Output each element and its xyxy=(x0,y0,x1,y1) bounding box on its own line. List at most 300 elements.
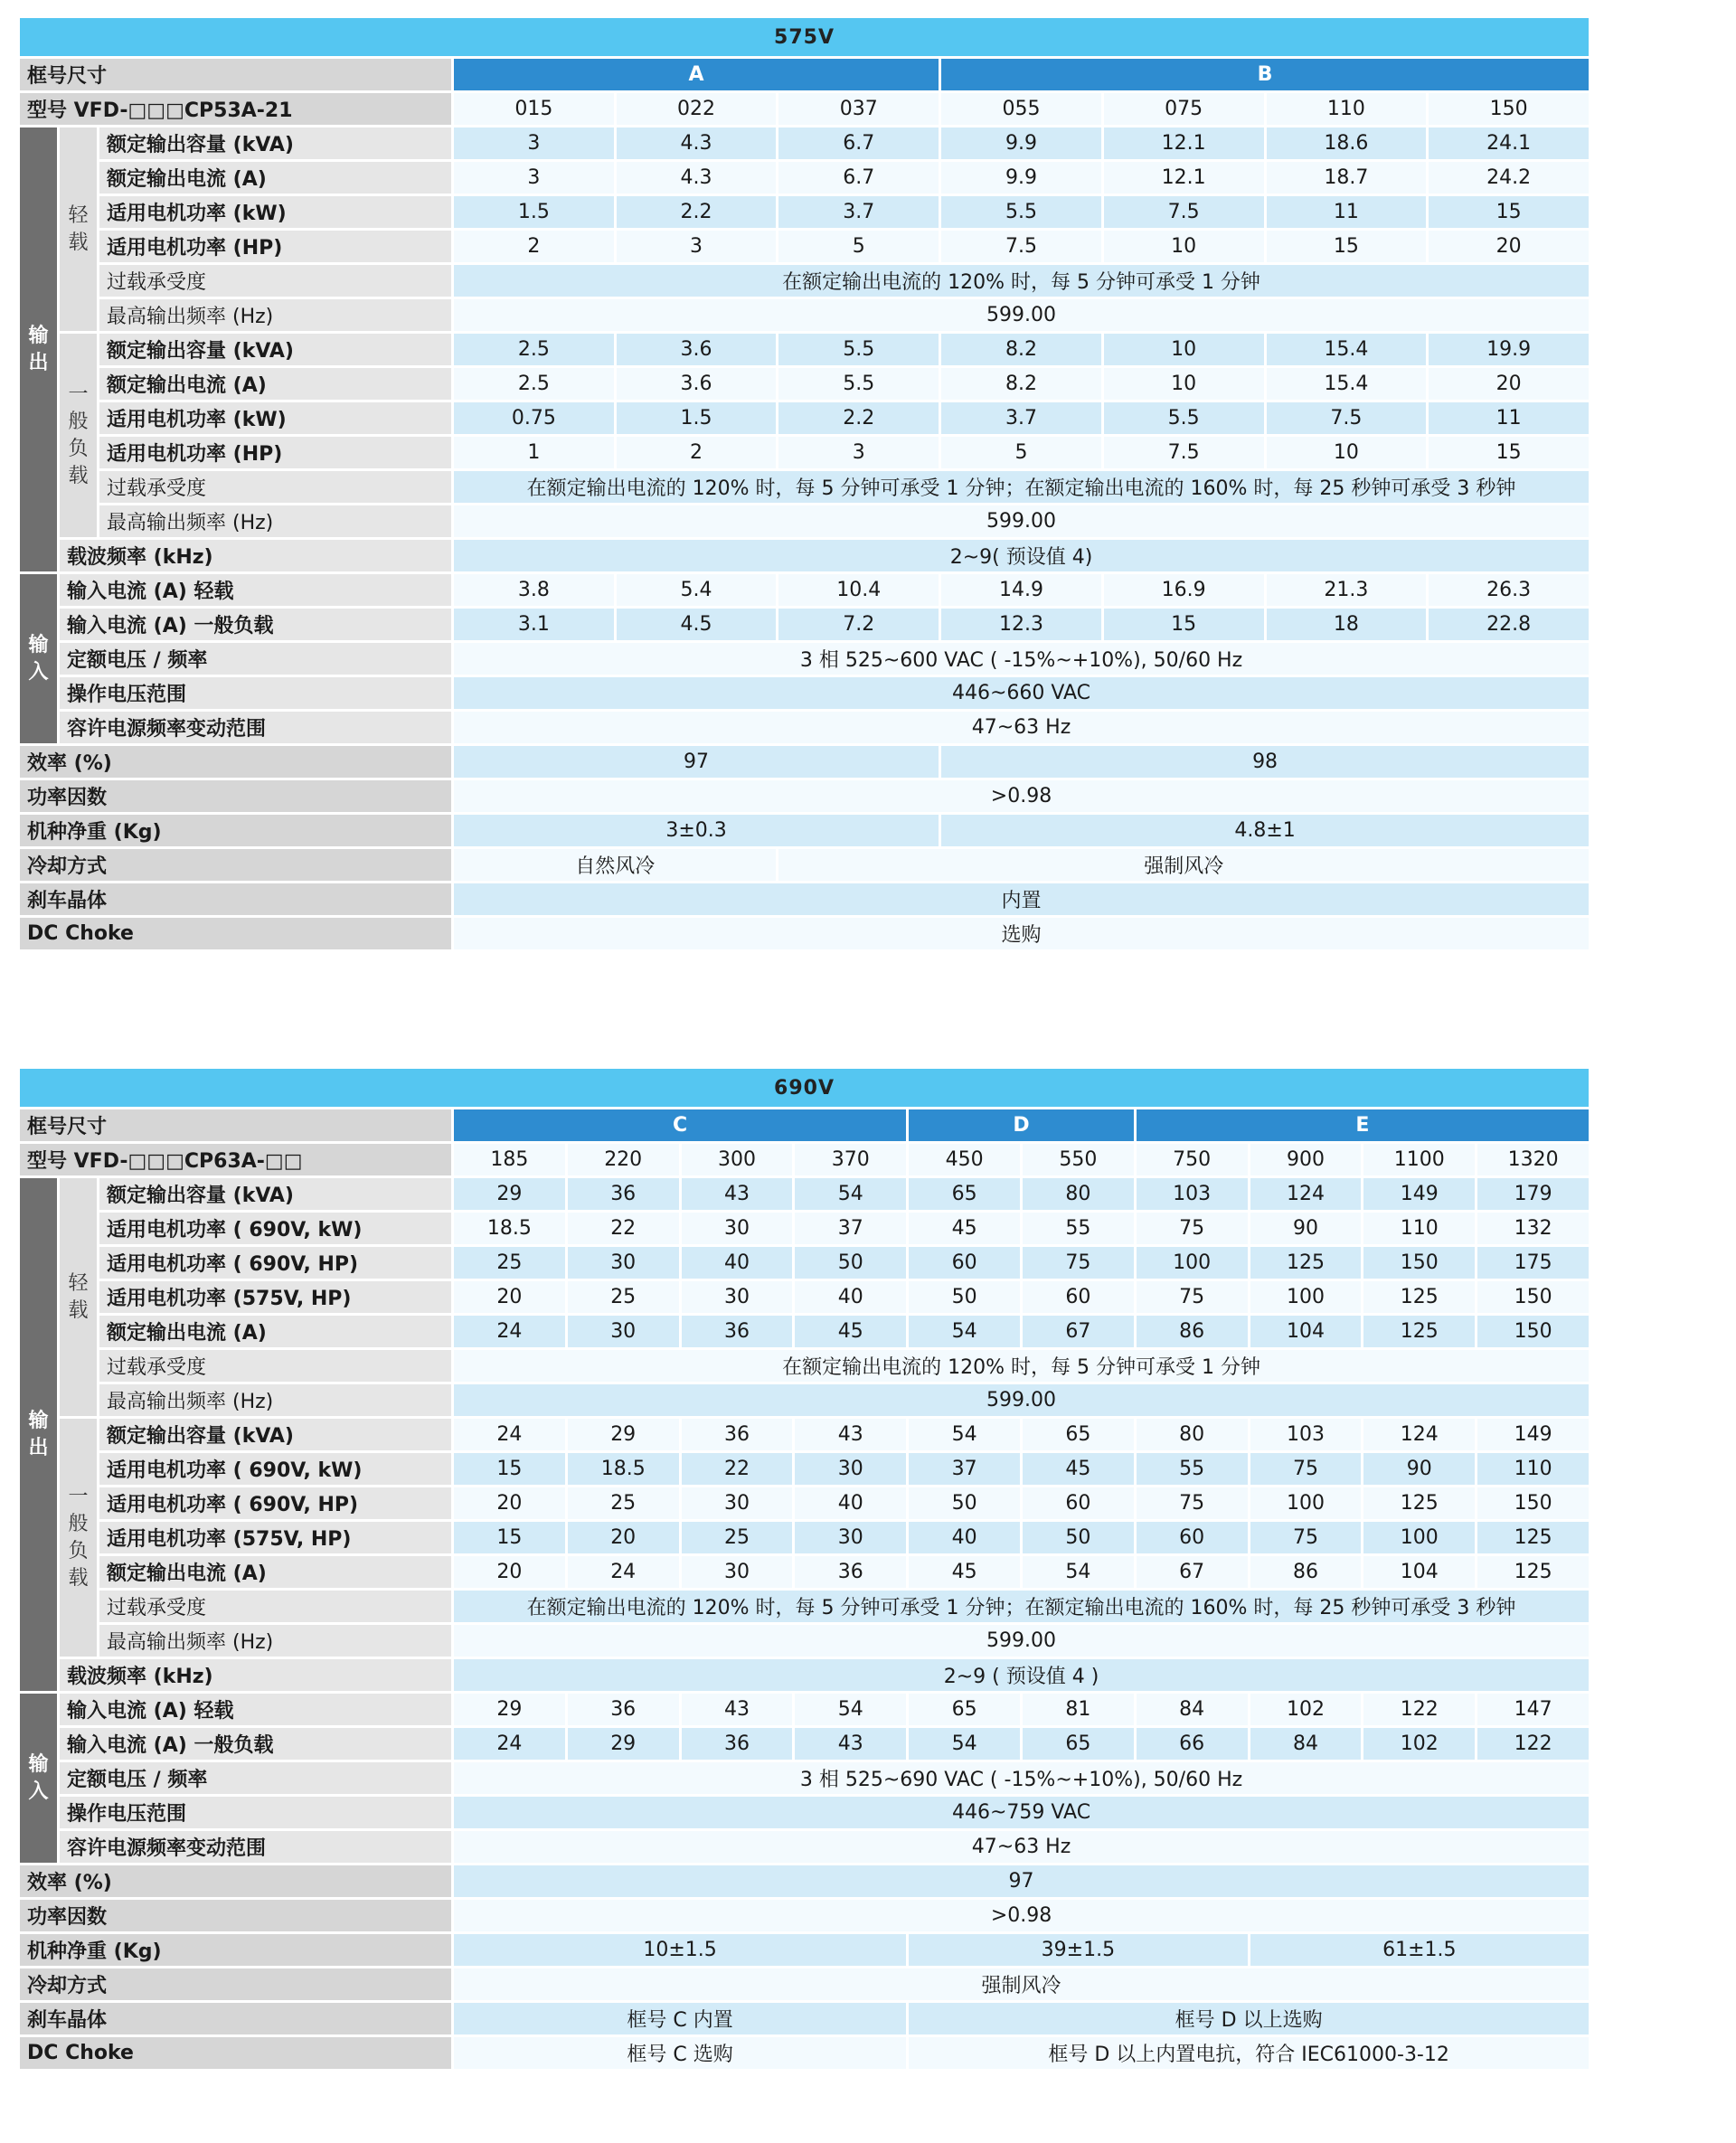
value-cell: 67 xyxy=(1023,1316,1137,1350)
value-cell: 54 xyxy=(909,1728,1023,1762)
value-cell: 2.2 xyxy=(778,402,941,437)
value-cell: 7.2 xyxy=(778,609,941,643)
row-label: 额定输出电流 (A) xyxy=(99,162,454,196)
value-cell: 22 xyxy=(682,1453,796,1487)
value-cell: 30 xyxy=(682,1213,796,1247)
value-cell: 84 xyxy=(1250,1728,1364,1762)
value-cell: 30 xyxy=(682,1281,796,1316)
segment-value-cell: >0.98 xyxy=(454,780,1591,815)
value-cell: 90 xyxy=(1363,1453,1477,1487)
span-value-cell: 2~9( 预设值 4) xyxy=(454,540,1591,574)
value-cell: 60 xyxy=(1137,1522,1250,1556)
span-value-cell: 47~63 Hz xyxy=(454,712,1591,746)
value-cell: 24 xyxy=(454,1419,568,1453)
normal-load-group-label: 一般负载 xyxy=(60,1419,99,1659)
value-cell: 15 xyxy=(1104,609,1267,643)
row-label: 容许电源频率变动范围 xyxy=(60,1831,454,1865)
span-value-cell: 446~759 VAC xyxy=(454,1797,1591,1831)
value-cell: 25 xyxy=(568,1487,682,1522)
value-cell: 75 xyxy=(1137,1213,1250,1247)
value-cell: 103 xyxy=(1137,1178,1250,1213)
row-label: 输入电流 (A) 一般负载 xyxy=(60,1728,454,1762)
row-label: 适用电机功率 (HP) xyxy=(99,437,454,471)
value-cell: 3 xyxy=(617,231,779,265)
value-cell: 7.5 xyxy=(1104,196,1267,231)
value-cell: 3.6 xyxy=(617,368,779,402)
value-cell: 40 xyxy=(795,1487,909,1522)
value-cell: 132 xyxy=(1477,1213,1591,1247)
row-label: 机种净重 (Kg) xyxy=(20,815,454,849)
row-label: 最高输出频率 (Hz) xyxy=(99,505,454,540)
value-cell: 125 xyxy=(1477,1556,1591,1591)
row-label: 输入电流 (A) 轻载 xyxy=(60,574,454,609)
value-cell: 124 xyxy=(1250,1178,1364,1213)
value-cell: 9.9 xyxy=(941,162,1104,196)
value-cell: 40 xyxy=(682,1247,796,1281)
value-cell: 8.2 xyxy=(941,368,1104,402)
row-label: 适用电机功率 ( 690V, kW) xyxy=(99,1453,454,1487)
value-cell: 10 xyxy=(1104,231,1267,265)
model-cell: 1100 xyxy=(1363,1144,1477,1178)
value-cell: 102 xyxy=(1363,1728,1477,1762)
value-cell: 9.9 xyxy=(941,127,1104,162)
row-label: DC Choke xyxy=(20,2037,454,2072)
value-cell: 110 xyxy=(1363,1213,1477,1247)
value-cell: 14.9 xyxy=(941,574,1104,609)
value-cell: 3 xyxy=(454,127,617,162)
row-label: 功率因数 xyxy=(20,780,454,815)
segment-value-cell: 97 xyxy=(454,746,941,780)
span-value-cell: 在额定输出电流的 120% 时，每 5 分钟可承受 1 分钟 xyxy=(454,1350,1591,1384)
value-cell: 100 xyxy=(1363,1522,1477,1556)
value-cell: 0.75 xyxy=(454,402,617,437)
model-cell: 1320 xyxy=(1477,1144,1591,1178)
value-cell: 12.1 xyxy=(1104,127,1267,162)
value-cell: 25 xyxy=(454,1247,568,1281)
row-label: 适用电机功率 (kW) xyxy=(99,402,454,437)
value-cell: 18.7 xyxy=(1267,162,1429,196)
value-cell: 100 xyxy=(1250,1487,1364,1522)
frame-name-cell: D xyxy=(909,1109,1137,1144)
value-cell: 19.9 xyxy=(1429,334,1591,368)
value-cell: 86 xyxy=(1250,1556,1364,1591)
value-cell: 100 xyxy=(1137,1247,1250,1281)
row-label: 额定输出容量 (kVA) xyxy=(99,334,454,368)
value-cell: 36 xyxy=(682,1419,796,1453)
segment-value-cell: 39±1.5 xyxy=(909,1934,1250,1968)
input-group-label: 输入 xyxy=(20,1694,60,1865)
segment-value-cell: >0.98 xyxy=(454,1900,1591,1934)
value-cell: 5.5 xyxy=(778,334,941,368)
value-cell: 24 xyxy=(568,1556,682,1591)
value-cell: 15 xyxy=(1429,437,1591,471)
model-cell: 750 xyxy=(1137,1144,1250,1178)
model-cell: 185 xyxy=(454,1144,568,1178)
value-cell: 175 xyxy=(1477,1247,1591,1281)
value-cell: 20 xyxy=(454,1281,568,1316)
value-cell: 24.1 xyxy=(1429,127,1591,162)
value-cell: 75 xyxy=(1250,1453,1364,1487)
value-cell: 20 xyxy=(454,1487,568,1522)
value-cell: 45 xyxy=(1023,1453,1137,1487)
row-label: 操作电压范围 xyxy=(60,677,454,712)
value-cell: 7.5 xyxy=(1104,437,1267,471)
value-cell: 15 xyxy=(454,1522,568,1556)
value-cell: 29 xyxy=(568,1419,682,1453)
row-label: 过载承受度 xyxy=(99,265,454,299)
value-cell: 29 xyxy=(568,1728,682,1762)
value-cell: 3.7 xyxy=(941,402,1104,437)
value-cell: 22 xyxy=(568,1213,682,1247)
segment-value-cell: 3±0.3 xyxy=(454,815,941,849)
segment-value-cell: 框号 D 以上内置电抗，符合 IEC61000-3-12 xyxy=(909,2037,1591,2072)
value-cell: 65 xyxy=(909,1694,1023,1728)
model-label: 型号 VFD-□□□CP53A-21 xyxy=(20,93,454,127)
value-cell: 179 xyxy=(1477,1178,1591,1213)
row-label: 过载承受度 xyxy=(99,1591,454,1625)
value-cell: 30 xyxy=(568,1247,682,1281)
value-cell: 50 xyxy=(795,1247,909,1281)
value-cell: 150 xyxy=(1477,1487,1591,1522)
value-cell: 24 xyxy=(454,1728,568,1762)
span-value-cell: 47~63 Hz xyxy=(454,1831,1591,1865)
value-cell: 45 xyxy=(909,1556,1023,1591)
span-value-cell: 3 相 525~690 VAC ( -15%~+10%), 50/60 Hz xyxy=(454,1762,1591,1797)
row-label: 最高输出频率 (Hz) xyxy=(99,1384,454,1419)
value-cell: 122 xyxy=(1363,1694,1477,1728)
spec-table-575v xyxy=(20,18,1591,952)
value-cell: 45 xyxy=(795,1316,909,1350)
frame-name-cell: B xyxy=(941,59,1591,93)
value-cell: 2 xyxy=(617,437,779,471)
row-label: 额定输出容量 (kVA) xyxy=(99,127,454,162)
value-cell: 60 xyxy=(1023,1281,1137,1316)
row-label: 适用电机功率 (575V, HP) xyxy=(99,1522,454,1556)
segment-value-cell: 98 xyxy=(941,746,1591,780)
value-cell: 43 xyxy=(682,1694,796,1728)
value-cell: 30 xyxy=(795,1453,909,1487)
segment-value-cell: 内置 xyxy=(454,883,1591,918)
span-value-cell: 3 相 525~600 VAC ( -15%~+10%), 50/60 Hz xyxy=(454,643,1591,677)
value-cell: 15.4 xyxy=(1267,368,1429,402)
value-cell: 110 xyxy=(1477,1453,1591,1487)
segment-value-cell: 10±1.5 xyxy=(454,1934,909,1968)
value-cell: 54 xyxy=(909,1419,1023,1453)
model-cell: 015 xyxy=(454,93,617,127)
value-cell: 3 xyxy=(778,437,941,471)
value-cell: 18.6 xyxy=(1267,127,1429,162)
value-cell: 5.5 xyxy=(778,368,941,402)
model-cell: 550 xyxy=(1023,1144,1137,1178)
segment-value-cell: 框号 D 以上选购 xyxy=(909,2003,1591,2037)
value-cell: 80 xyxy=(1023,1178,1137,1213)
value-cell: 80 xyxy=(1137,1419,1250,1453)
segment-value-cell: 自然风冷 xyxy=(454,849,778,883)
value-cell: 21.3 xyxy=(1267,574,1429,609)
row-label: 机种净重 (Kg) xyxy=(20,1934,454,1968)
value-cell: 18.5 xyxy=(568,1453,682,1487)
output-group-label: 输出 xyxy=(20,127,60,574)
row-label: 定额电压 / 频率 xyxy=(60,643,454,677)
value-cell: 40 xyxy=(795,1281,909,1316)
model-cell: 110 xyxy=(1267,93,1429,127)
row-label: 操作电压范围 xyxy=(60,1797,454,1831)
model-label: 型号 VFD-□□□CP63A-□□ xyxy=(20,1144,454,1178)
value-cell: 43 xyxy=(795,1419,909,1453)
row-label: 输入电流 (A) 轻载 xyxy=(60,1694,454,1728)
value-cell: 12.1 xyxy=(1104,162,1267,196)
value-cell: 1 xyxy=(454,437,617,471)
row-label: 输入电流 (A) 一般负载 xyxy=(60,609,454,643)
value-cell: 29 xyxy=(454,1178,568,1213)
value-cell: 2.2 xyxy=(617,196,779,231)
row-label: 过载承受度 xyxy=(99,1350,454,1384)
value-cell: 149 xyxy=(1363,1178,1477,1213)
row-label: 刹车晶体 xyxy=(20,2003,454,2037)
value-cell: 3.8 xyxy=(454,574,617,609)
value-cell: 22.8 xyxy=(1429,609,1591,643)
value-cell: 20 xyxy=(1429,368,1591,402)
segment-value-cell: 框号 C 选购 xyxy=(454,2037,909,2072)
table-title: 690V xyxy=(20,1069,1591,1109)
value-cell: 15.4 xyxy=(1267,334,1429,368)
span-value-cell: 在额定输出电流的 120% 时，每 5 分钟可承受 1 分钟 xyxy=(454,265,1591,299)
value-cell: 1.5 xyxy=(454,196,617,231)
value-cell: 6.7 xyxy=(778,162,941,196)
value-cell: 54 xyxy=(795,1178,909,1213)
span-value-cell: 599.00 xyxy=(454,505,1591,540)
value-cell: 5 xyxy=(941,437,1104,471)
value-cell: 24 xyxy=(454,1316,568,1350)
value-cell: 10 xyxy=(1267,437,1429,471)
value-cell: 104 xyxy=(1250,1316,1364,1350)
value-cell: 12.3 xyxy=(941,609,1104,643)
value-cell: 4.5 xyxy=(617,609,779,643)
value-cell: 7.5 xyxy=(1267,402,1429,437)
row-label: 适用电机功率 (kW) xyxy=(99,196,454,231)
model-cell: 037 xyxy=(778,93,941,127)
model-cell: 370 xyxy=(795,1144,909,1178)
segment-value-cell: 97 xyxy=(454,1865,1591,1900)
value-cell: 4.3 xyxy=(617,162,779,196)
value-cell: 84 xyxy=(1137,1694,1250,1728)
row-label: 功率因数 xyxy=(20,1900,454,1934)
row-label: 最高输出频率 (Hz) xyxy=(99,299,454,334)
value-cell: 10 xyxy=(1104,368,1267,402)
light-load-group-label: 轻载 xyxy=(60,127,99,334)
value-cell: 36 xyxy=(568,1694,682,1728)
value-cell: 150 xyxy=(1477,1316,1591,1350)
value-cell: 3.1 xyxy=(454,609,617,643)
value-cell: 1.5 xyxy=(617,402,779,437)
value-cell: 2.5 xyxy=(454,334,617,368)
model-cell: 300 xyxy=(682,1144,796,1178)
row-label: 载波频率 (kHz) xyxy=(60,540,454,574)
segment-value-cell: 4.8±1 xyxy=(941,815,1591,849)
value-cell: 36 xyxy=(682,1728,796,1762)
row-label: 容许电源频率变动范围 xyxy=(60,712,454,746)
value-cell: 54 xyxy=(909,1316,1023,1350)
value-cell: 20 xyxy=(568,1522,682,1556)
value-cell: 55 xyxy=(1023,1213,1137,1247)
value-cell: 65 xyxy=(1023,1419,1137,1453)
normal-load-group-label: 一般负载 xyxy=(60,334,99,540)
value-cell: 125 xyxy=(1477,1522,1591,1556)
value-cell: 6.7 xyxy=(778,127,941,162)
frame-name-cell: E xyxy=(1137,1109,1591,1144)
value-cell: 60 xyxy=(1023,1487,1137,1522)
value-cell: 4.3 xyxy=(617,127,779,162)
row-label: 适用电机功率 ( 690V, kW) xyxy=(99,1213,454,1247)
value-cell: 86 xyxy=(1137,1316,1250,1350)
value-cell: 10 xyxy=(1104,334,1267,368)
frame-size-label: 框号尺寸 xyxy=(20,59,454,93)
span-value-cell: 在额定输出电流的 120% 时，每 5 分钟可承受 1 分钟；在额定输出电流的 160% 时，每 25 秒钟可承受 3 秒钟 xyxy=(454,1591,1591,1625)
row-label: 额定输出容量 (kVA) xyxy=(99,1178,454,1213)
value-cell: 60 xyxy=(909,1247,1023,1281)
value-cell: 43 xyxy=(795,1728,909,1762)
value-cell: 5.5 xyxy=(1104,402,1267,437)
value-cell: 26.3 xyxy=(1429,574,1591,609)
value-cell: 66 xyxy=(1137,1728,1250,1762)
value-cell: 54 xyxy=(795,1694,909,1728)
row-label: 定额电压 / 频率 xyxy=(60,1762,454,1797)
span-value-cell: 599.00 xyxy=(454,1625,1591,1659)
value-cell: 104 xyxy=(1363,1556,1477,1591)
value-cell: 54 xyxy=(1023,1556,1137,1591)
segment-value-cell: 框号 C 内置 xyxy=(454,2003,909,2037)
value-cell: 40 xyxy=(909,1522,1023,1556)
value-cell: 50 xyxy=(1023,1522,1137,1556)
model-cell: 900 xyxy=(1250,1144,1364,1178)
row-label: 载波频率 (kHz) xyxy=(60,1659,454,1694)
frame-name-cell: A xyxy=(454,59,941,93)
value-cell: 125 xyxy=(1363,1281,1477,1316)
row-label: 适用电机功率 ( 690V, HP) xyxy=(99,1487,454,1522)
model-cell: 450 xyxy=(909,1144,1023,1178)
span-value-cell: 446~660 VAC xyxy=(454,677,1591,712)
row-label: 额定输出容量 (kVA) xyxy=(99,1419,454,1453)
value-cell: 100 xyxy=(1250,1281,1364,1316)
row-label: 适用电机功率 ( 690V, HP) xyxy=(99,1247,454,1281)
span-value-cell: 2~9 ( 预设值 4 ) xyxy=(454,1659,1591,1694)
row-label: 额定输出电流 (A) xyxy=(99,1556,454,1591)
value-cell: 37 xyxy=(909,1453,1023,1487)
value-cell: 18 xyxy=(1267,609,1429,643)
value-cell: 50 xyxy=(909,1487,1023,1522)
value-cell: 24.2 xyxy=(1429,162,1591,196)
segment-value-cell: 选购 xyxy=(454,918,1591,952)
value-cell: 102 xyxy=(1250,1694,1364,1728)
value-cell: 16.9 xyxy=(1104,574,1267,609)
value-cell: 30 xyxy=(682,1556,796,1591)
value-cell: 25 xyxy=(682,1522,796,1556)
value-cell: 75 xyxy=(1023,1247,1137,1281)
value-cell: 11 xyxy=(1429,402,1591,437)
value-cell: 45 xyxy=(909,1213,1023,1247)
value-cell: 15 xyxy=(1429,196,1591,231)
value-cell: 10.4 xyxy=(778,574,941,609)
value-cell: 36 xyxy=(795,1556,909,1591)
value-cell: 29 xyxy=(454,1694,568,1728)
row-label: 额定输出电流 (A) xyxy=(99,368,454,402)
value-cell: 20 xyxy=(1429,231,1591,265)
value-cell: 3.6 xyxy=(617,334,779,368)
value-cell: 75 xyxy=(1137,1487,1250,1522)
value-cell: 43 xyxy=(682,1178,796,1213)
value-cell: 3.7 xyxy=(778,196,941,231)
row-label: 过载承受度 xyxy=(99,471,454,505)
value-cell: 150 xyxy=(1363,1247,1477,1281)
span-value-cell: 599.00 xyxy=(454,299,1591,334)
value-cell: 147 xyxy=(1477,1694,1591,1728)
value-cell: 150 xyxy=(1477,1281,1591,1316)
value-cell: 65 xyxy=(1023,1728,1137,1762)
segment-value-cell: 强制风冷 xyxy=(454,1968,1591,2003)
row-label: 冷却方式 xyxy=(20,1968,454,2003)
model-cell: 150 xyxy=(1429,93,1591,127)
value-cell: 8.2 xyxy=(941,334,1104,368)
model-cell: 220 xyxy=(568,1144,682,1178)
model-cell: 022 xyxy=(617,93,779,127)
row-label: 刹车晶体 xyxy=(20,883,454,918)
value-cell: 37 xyxy=(795,1213,909,1247)
row-label: 效率 (%) xyxy=(20,746,454,780)
row-label: DC Choke xyxy=(20,918,454,952)
value-cell: 11 xyxy=(1267,196,1429,231)
model-cell: 055 xyxy=(941,93,1104,127)
value-cell: 36 xyxy=(682,1316,796,1350)
value-cell: 5 xyxy=(778,231,941,265)
value-cell: 20 xyxy=(454,1556,568,1591)
value-cell: 124 xyxy=(1363,1419,1477,1453)
value-cell: 30 xyxy=(682,1487,796,1522)
value-cell: 75 xyxy=(1137,1281,1250,1316)
row-label: 额定输出电流 (A) xyxy=(99,1316,454,1350)
value-cell: 5.5 xyxy=(941,196,1104,231)
value-cell: 7.5 xyxy=(941,231,1104,265)
value-cell: 3 xyxy=(454,162,617,196)
span-value-cell: 599.00 xyxy=(454,1384,1591,1419)
value-cell: 81 xyxy=(1023,1694,1137,1728)
value-cell: 30 xyxy=(568,1316,682,1350)
segment-value-cell: 强制风冷 xyxy=(778,849,1591,883)
segment-value-cell: 61±1.5 xyxy=(1250,1934,1591,1968)
model-cell: 075 xyxy=(1104,93,1267,127)
value-cell: 125 xyxy=(1363,1487,1477,1522)
value-cell: 2 xyxy=(454,231,617,265)
value-cell: 122 xyxy=(1477,1728,1591,1762)
value-cell: 75 xyxy=(1250,1522,1364,1556)
value-cell: 149 xyxy=(1477,1419,1591,1453)
frame-size-label: 框号尺寸 xyxy=(20,1109,454,1144)
frame-name-cell: C xyxy=(454,1109,909,1144)
value-cell: 36 xyxy=(568,1178,682,1213)
value-cell: 103 xyxy=(1250,1419,1364,1453)
value-cell: 25 xyxy=(568,1281,682,1316)
table-title: 575V xyxy=(20,18,1591,59)
value-cell: 125 xyxy=(1250,1247,1364,1281)
input-group-label: 输入 xyxy=(20,574,60,746)
value-cell: 2.5 xyxy=(454,368,617,402)
value-cell: 67 xyxy=(1137,1556,1250,1591)
value-cell: 18.5 xyxy=(454,1213,568,1247)
value-cell: 65 xyxy=(909,1178,1023,1213)
row-label: 最高输出频率 (Hz) xyxy=(99,1625,454,1659)
value-cell: 90 xyxy=(1250,1213,1364,1247)
value-cell: 55 xyxy=(1137,1453,1250,1487)
row-label: 效率 (%) xyxy=(20,1865,454,1900)
